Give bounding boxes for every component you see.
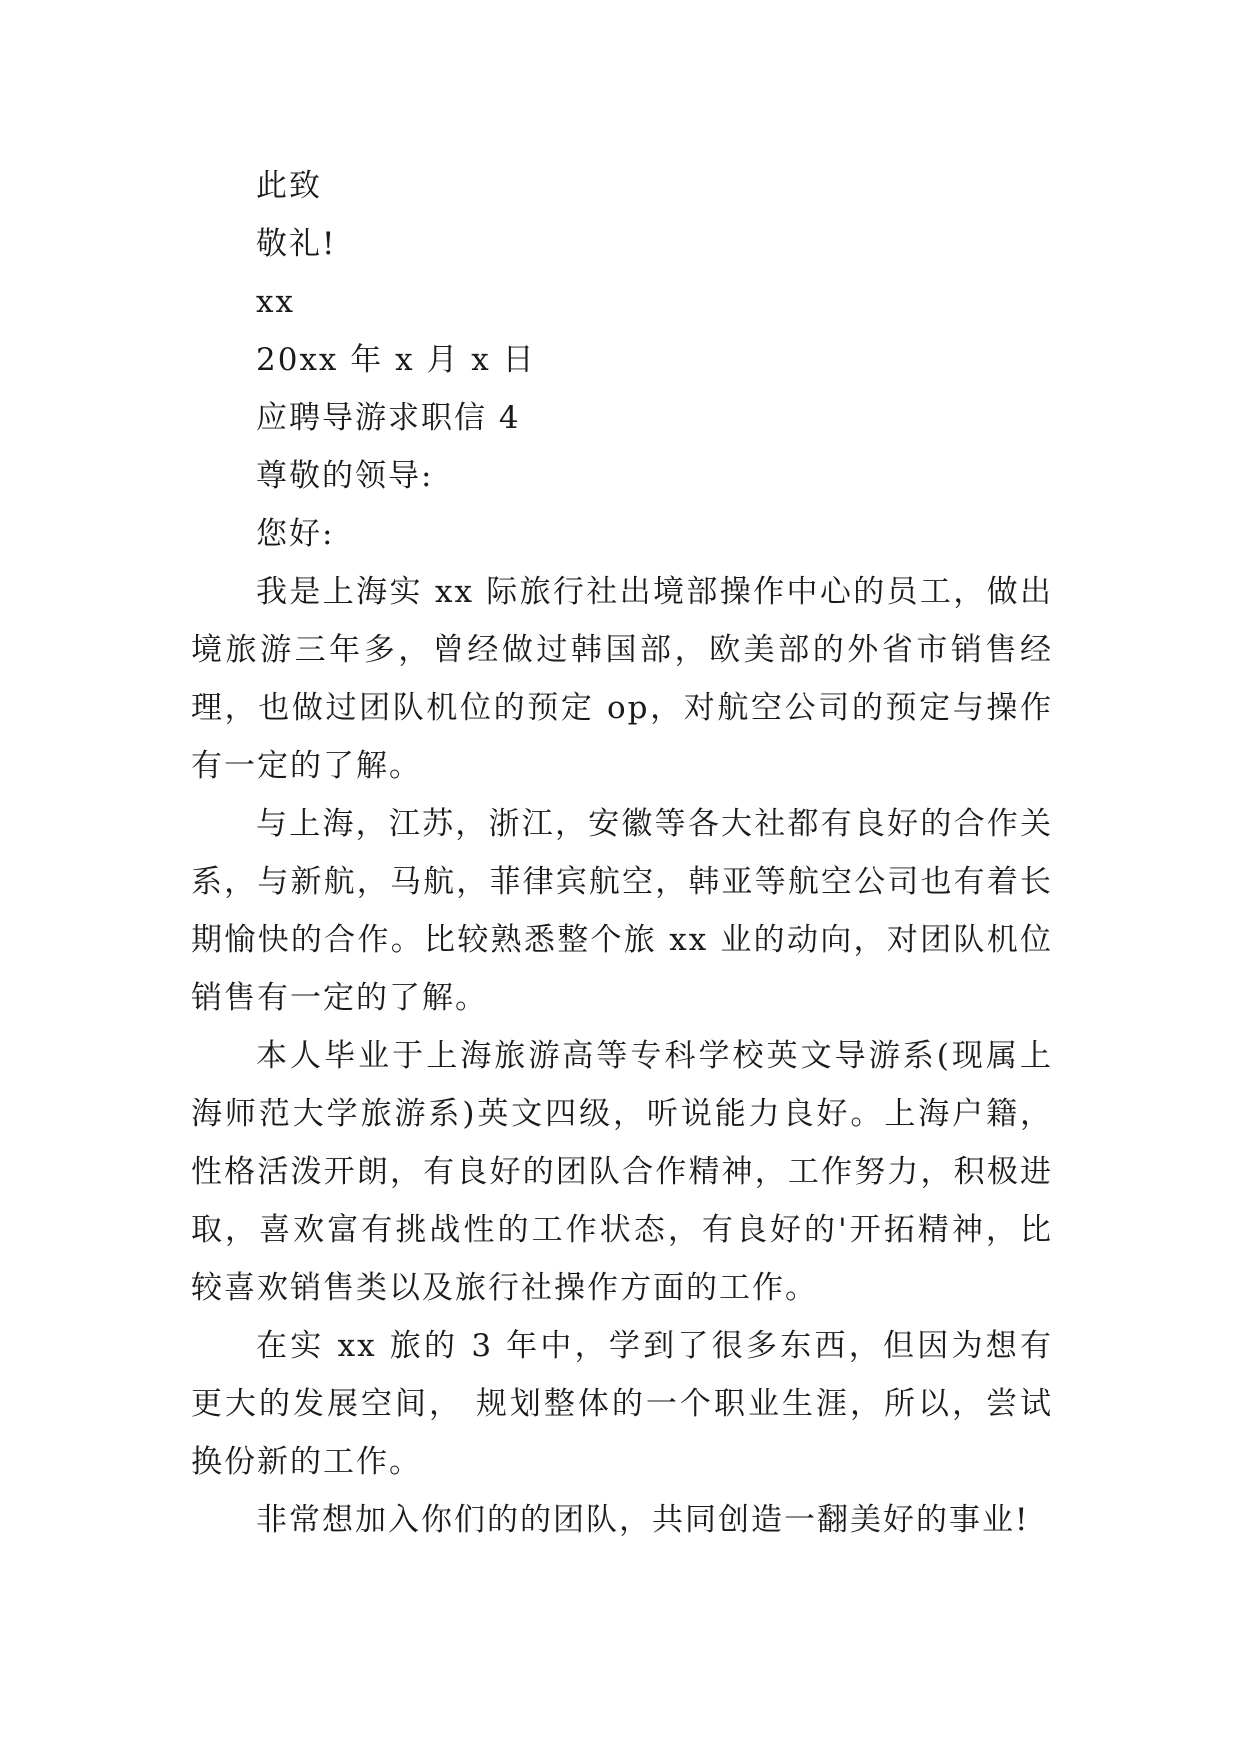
signature-name: xx (256, 284, 295, 320)
letter-hello: 您好: (256, 516, 335, 552)
body-paragraph: 本人毕业于上海旅游高等专科学校英文导游系(现属上海师范大学旅游系)英文四级，听说能力良好。上海户籍，性格活泼开朗，有良好的团队合作精神，工作努力，积极进取，喜欢富有挑战性的工作状态，有良好的'开拓精神，比较喜欢销售类以及旅行社操作方面的工作。 (191, 1038, 1053, 1306)
closing-salutation: 此致 (256, 168, 322, 204)
letter-greeting: 尊敬的领导: (256, 458, 434, 494)
letter-content (191, 157, 1053, 1549)
letter-title: 应聘导游求职信 4 (256, 400, 521, 436)
body-paragraph: 与上海，江苏，浙江，安徽等各大社都有良好的合作关系，与新航，马航，菲律宾航空，韩亚等航空公司也有着长期愉快的合作。比较熟悉整个旅 xx 业的动向，对团队机位销售有一定的了解。 (191, 806, 1053, 1016)
body-paragraph: 我是上海实 xx 际旅行社出境部操作中心的员工，做出境旅游三年多，曾经做过韩国部，欧美部的外省市销售经理，也做过团队机位的预定 op，对航空公司的预定与操作有一定的了解。 (191, 574, 1053, 784)
closing-regards: 敬礼! (256, 226, 337, 262)
body-paragraph: 在实 xx 旅的 3 年中，学到了很多东西，但因为想有更大的发展空间， 规划整体的一个职业生涯，所以，尝试换份新的工作。 (191, 1328, 1053, 1480)
body-paragraph: 非常想加入你们的的团队，共同创造一翻美好的事业! (256, 1502, 1030, 1538)
signature-date: 20xx 年 x 月 x 日 (256, 342, 536, 378)
